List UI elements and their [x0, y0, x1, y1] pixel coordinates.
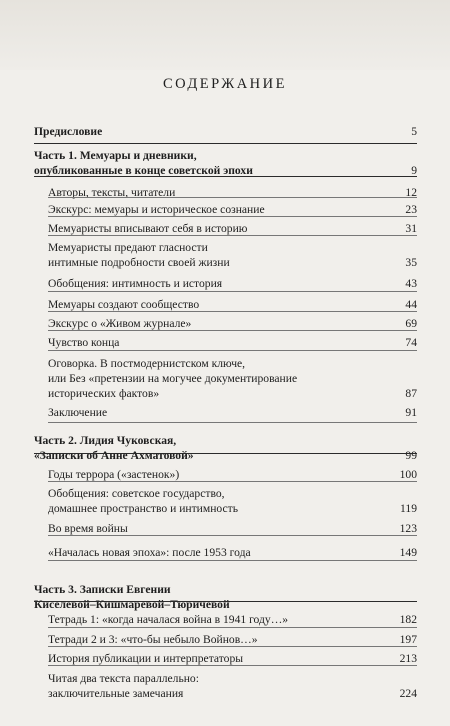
entry-title-line: Читая два текста параллельно:	[48, 672, 199, 685]
entry-title	[48, 651, 417, 666]
entry-title-line: интимные подробности своей жизни	[48, 256, 230, 269]
toc-part-entry	[34, 148, 417, 178]
entry-title-line: Мемуары создают сообщество	[48, 298, 200, 311]
part-divider	[34, 601, 417, 602]
entry-title-line: Обобщения: интимность и история	[48, 277, 223, 290]
entry-title-line: домашнее пространство и интимность	[48, 502, 239, 515]
toc-chapter-entry	[48, 356, 417, 401]
entry-title	[48, 335, 417, 350]
entry-page-number: 99	[405, 449, 417, 462]
entry-title-line: «Записки об Анне Ахматовой»	[34, 449, 194, 462]
entry-title-line: опубликованные в конце советской эпохи	[34, 164, 253, 177]
toc-chapter-entry	[48, 202, 417, 217]
entry-divider	[48, 311, 417, 312]
toc-chapter-entry	[48, 240, 417, 270]
toc-chapter-entry	[48, 486, 417, 516]
part-divider	[34, 176, 417, 177]
entry-page-number: 149	[399, 546, 417, 559]
entry-divider	[48, 422, 417, 423]
entry-title-line: исторических фактов»	[48, 387, 160, 400]
entry-page-number: 91	[405, 406, 417, 419]
entry-divider	[48, 330, 417, 331]
entry-divider	[48, 291, 417, 292]
entry-title-line: Мемуаристы вписывают себя в историю	[48, 222, 248, 235]
entry-divider	[48, 235, 417, 236]
part-divider	[34, 143, 417, 144]
entry-divider	[48, 560, 417, 561]
entry-divider	[48, 535, 417, 536]
entry-title-line: Авторы, тексты, читатели	[48, 186, 176, 199]
toc-part-entry	[34, 433, 417, 463]
entry-page-number: 100	[399, 468, 417, 481]
entry-title-line: Во время войны	[48, 522, 128, 535]
entry-title	[48, 316, 417, 331]
part-divider	[34, 453, 417, 454]
entry-title	[48, 671, 417, 701]
entry-page-number: 5	[411, 125, 417, 138]
entry-title	[34, 148, 417, 178]
entry-title-line: Предисловие	[34, 125, 103, 138]
entry-title	[48, 356, 417, 401]
entry-page-number: 31	[405, 222, 417, 235]
entry-title-line: Часть 1. Мемуары и дневники,	[34, 149, 197, 162]
entry-page-number: 197	[399, 633, 417, 646]
entry-divider	[48, 627, 417, 628]
entry-title	[48, 632, 417, 647]
toc-chapter-entry	[48, 297, 417, 312]
entry-title	[34, 582, 417, 612]
toc-chapter-entry	[48, 221, 417, 236]
entry-title-line: Чувство конца	[48, 336, 120, 349]
entry-divider	[48, 350, 417, 351]
entry-page-number: 224	[399, 687, 417, 700]
entry-title	[48, 545, 417, 560]
entry-page-number: 44	[405, 298, 417, 311]
toc-chapter-entry	[48, 671, 417, 701]
toc-chapter-entry	[48, 467, 417, 482]
entry-page-number: 69	[405, 317, 417, 330]
entry-page-number: 35	[405, 256, 417, 269]
entry-title	[48, 612, 417, 627]
entry-page-number: 119	[400, 502, 417, 515]
toc-chapter-entry	[48, 316, 417, 331]
entry-title-line: или Без «претензии на могучее документирование	[48, 372, 298, 385]
entry-title	[34, 124, 417, 139]
entry-page-number: 182	[399, 613, 417, 626]
entry-page-number: 12	[405, 186, 417, 199]
entry-title-line: Мемуаристы предают гласности	[48, 241, 208, 254]
entry-title-line: заключительные замечания	[48, 687, 184, 700]
toc-chapter-entry	[48, 276, 417, 291]
entry-title-line: «Началась новая эпоха»: после 1953 года	[48, 546, 251, 559]
entry-page-number: 23	[405, 203, 417, 216]
entry-page-number: 213	[399, 652, 417, 665]
entry-title-line: Тетради 2 и 3: «что-бы небыло Войнов…»	[48, 633, 258, 646]
toc-part-entry	[34, 124, 417, 139]
entry-divider	[48, 216, 417, 217]
entry-title	[48, 467, 417, 482]
entry-divider	[48, 481, 417, 482]
entry-divider	[48, 665, 417, 666]
entry-title-line: Тетрадь 1: «когда началася война в 1941 году…»	[48, 613, 289, 626]
toc-chapter-entry	[48, 612, 417, 627]
entry-title-line: Оговорка. В постмодернистском ключе,	[48, 357, 246, 370]
toc-chapter-entry	[48, 632, 417, 647]
entry-title-line: Экскурс: мемуары и историческое сознание	[48, 203, 265, 216]
entry-title-line: Часть 2. Лидия Чуковская,	[34, 434, 177, 447]
entry-page-number: 43	[405, 277, 417, 290]
toc-part-entry	[34, 582, 417, 612]
entry-page-number: 74	[405, 336, 417, 349]
entry-page-number: 9	[411, 164, 417, 177]
toc-chapter-entry	[48, 651, 417, 666]
toc-chapter-entry	[48, 405, 417, 420]
entry-title-line: Киселевой–Кишмаревой–Тюричевой	[34, 598, 230, 611]
entry-title-line: История публикации и интерпретаторы	[48, 652, 244, 665]
entry-title-line: Обобщения: советское государство,	[48, 487, 225, 500]
toc-chapter-entry	[48, 335, 417, 350]
entry-page-number: 123	[399, 522, 417, 535]
entry-title	[34, 433, 417, 463]
entry-title-line: Экскурс о «Живом журнале»	[48, 317, 192, 330]
entry-page-number: 87	[405, 387, 417, 400]
entry-title	[48, 202, 417, 217]
entry-title	[48, 297, 417, 312]
entry-title	[48, 521, 417, 536]
entry-title	[48, 221, 417, 236]
page-title: СОДЕРЖАНИЕ	[163, 76, 287, 92]
entry-title-line: Часть 3. Записки Евгении	[34, 583, 171, 596]
entry-title	[48, 405, 417, 420]
entry-title-line: Годы террора («застенок»)	[48, 468, 180, 481]
entry-title	[48, 276, 417, 291]
entry-divider	[48, 197, 417, 198]
toc-chapter-entry	[48, 545, 417, 560]
entry-title	[48, 240, 417, 270]
toc-chapter-entry	[48, 521, 417, 536]
entry-divider	[48, 646, 417, 647]
entry-title	[48, 486, 417, 516]
entry-title-line: Заключение	[48, 406, 108, 419]
